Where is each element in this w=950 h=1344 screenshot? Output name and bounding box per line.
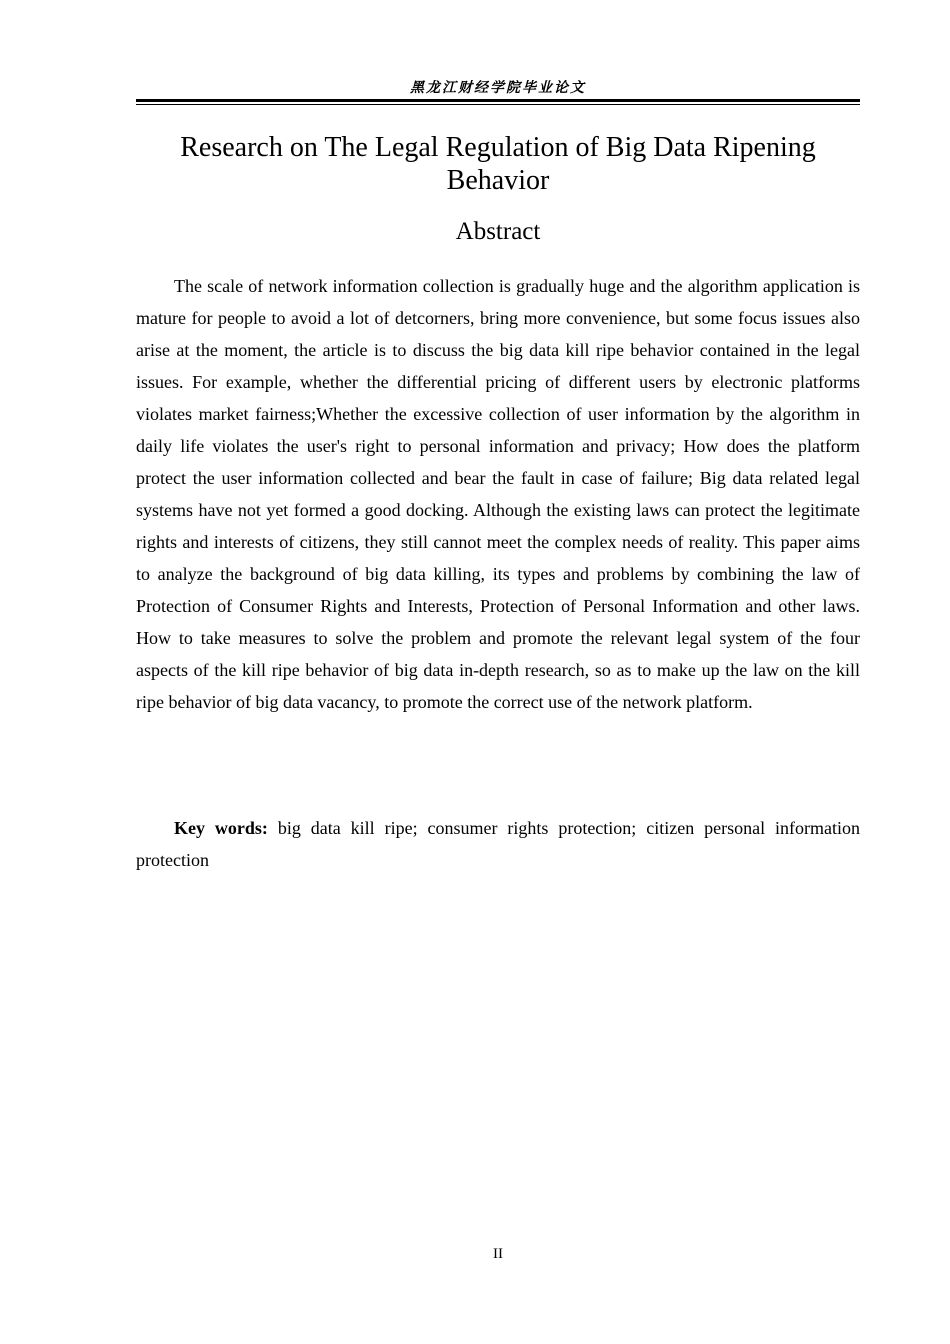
- paper-title: Research on The Legal Regulation of Big Data Ripening Behavior: [180, 132, 816, 196]
- running-header: 黑龙江财经学院毕业论文: [410, 80, 586, 96]
- page-number: II: [493, 1246, 503, 1262]
- keywords-label: Key words:: [174, 818, 268, 838]
- keywords-text: big data kill ripe; consumer rights protection; citizen personal information protection: [136, 818, 860, 870]
- keywords-paragraph: [136, 812, 860, 876]
- abstract-heading: Abstract: [455, 218, 541, 245]
- abstract-paragraph: The scale of network information collection is gradually huge and the algorithm application is mature for people to avoid a lot of detcorners, bring more convenience, but some focus issues also arise at the moment, the article is to discuss the big data kill ripe behavior contained in the legal issues. For example, whether the differential pricing of different users by electronic platforms violates market fairness;Whether the excessive collection of user information by the algorithm in daily life violates the user's right to personal information and privacy; How does the platform protect the user information collected and bear the fault in case of failure; Big data related legal systems have not yet formed a good docking. Although the existing laws can protect the legitimate rights and interests of citizens, they still cannot meet the complex needs of reality. This paper aims to analyze the background of big data killing, its types and problems by combining the law of Protection of Consumer Rights and Interests, Protection of Personal Information and other laws. How to take measures to solve the problem and promote the relevant legal system of the four aspects of the kill ripe behavior of big data in-depth research, so as to make up the law on the kill ripe behavior of big data vacancy, to promote the correct use of the network platform.: [136, 276, 860, 712]
- header-double-rule: [136, 99, 860, 105]
